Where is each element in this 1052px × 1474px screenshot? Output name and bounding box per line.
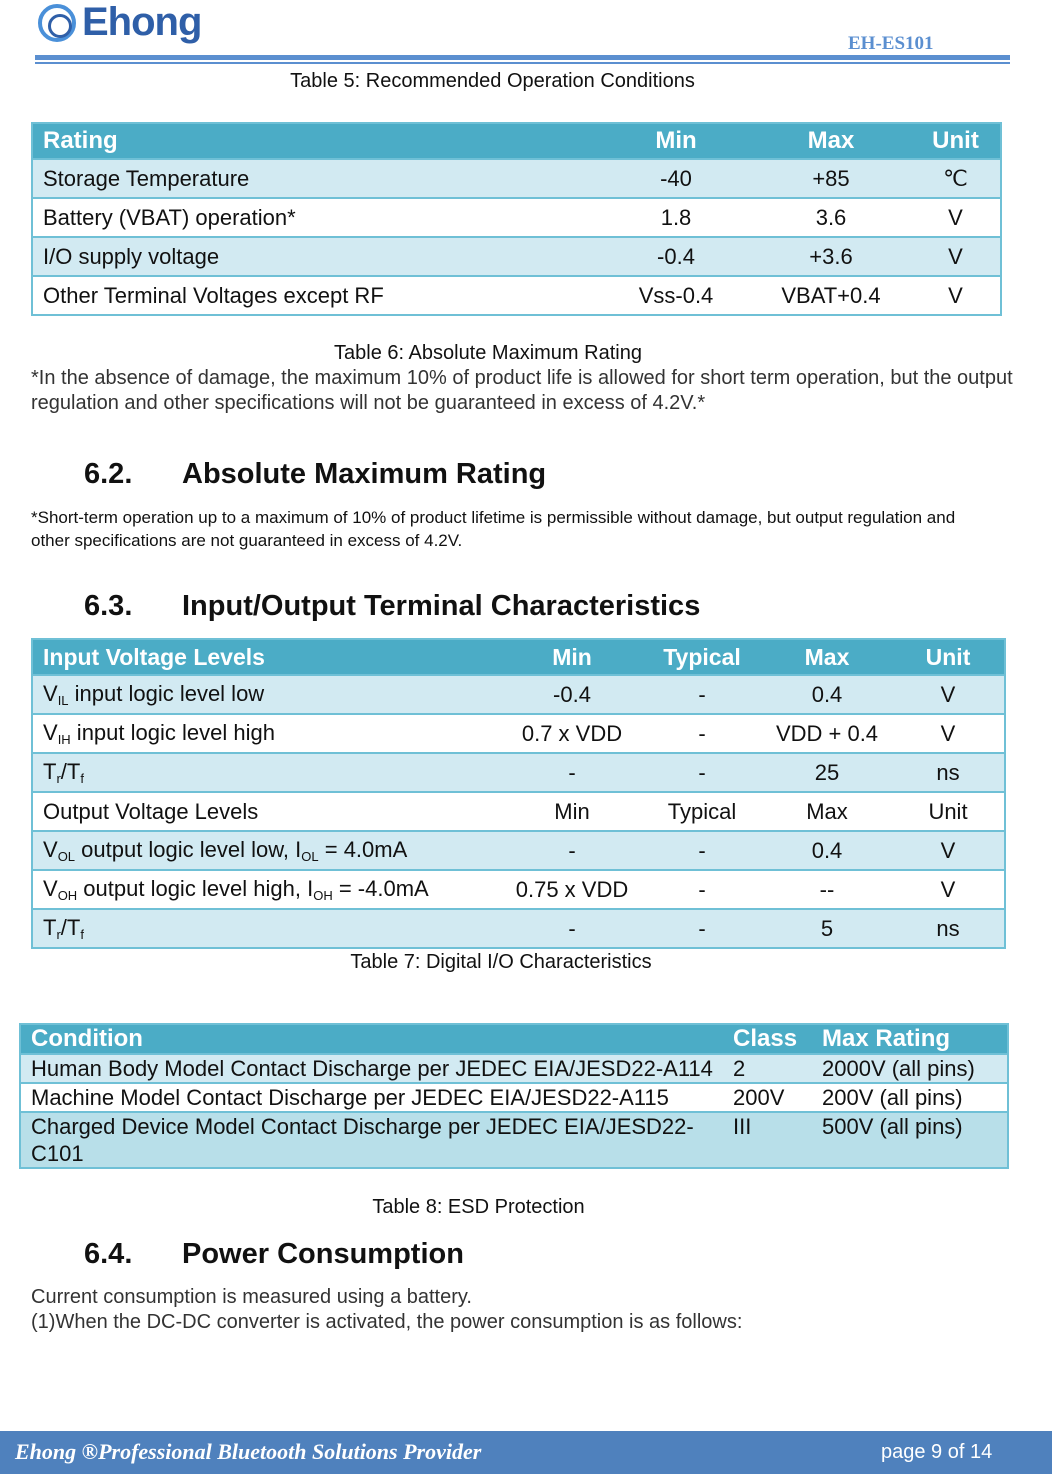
col-header: Input Voltage Levels	[32, 639, 502, 675]
table-row	[32, 792, 1005, 831]
subscript: OL	[301, 849, 319, 864]
label-text: /T	[60, 915, 81, 940]
table-cell: V	[911, 198, 1001, 237]
label-text: input logic level low	[68, 681, 265, 706]
subscript: r	[56, 771, 61, 786]
table-cell: V	[892, 714, 1005, 753]
col-header: Rating	[32, 123, 601, 159]
document-id: EH-ES101	[848, 33, 934, 54]
table-cell: -0.4	[601, 237, 751, 276]
table-cell: -	[642, 753, 762, 792]
table7-caption: Table 7: Digital I/O Characteristics	[350, 951, 652, 973]
subscript: r	[56, 927, 61, 942]
subscript: f	[80, 927, 84, 942]
table-cell: Machine Model Contact Discharge per JEDEC EIA/JESD22-A115	[20, 1083, 723, 1112]
table-row	[32, 753, 1005, 792]
label-text: T	[43, 759, 57, 784]
label-text: output logic level low, I	[75, 837, 302, 862]
table-cell: Unit	[892, 792, 1005, 831]
row-label	[32, 909, 502, 948]
table-row	[32, 276, 1001, 315]
label-text: V	[43, 681, 58, 706]
page-footer	[0, 1431, 1052, 1474]
section-number: 6.3.	[84, 590, 133, 622]
table-cell: +85	[751, 159, 911, 198]
section64-line2: (1)When the DC-DC converter is activated, the power consumption is as follows:	[31, 1311, 743, 1333]
table-cell: I/O supply voltage	[32, 237, 601, 276]
table-row	[32, 675, 1005, 714]
table-cell: -	[642, 831, 762, 870]
col-header: Min	[502, 639, 642, 675]
section-title: Input/Output Terminal Characteristics	[182, 590, 701, 622]
header-rule-thin	[35, 62, 1010, 64]
table-cell: Vss-0.4	[601, 276, 751, 315]
table-row	[20, 1054, 1008, 1083]
subscript: IL	[57, 693, 69, 708]
table-cell: 5	[762, 909, 892, 948]
table-cell: 2	[723, 1054, 812, 1083]
table-row	[32, 198, 1001, 237]
table8-caption: Table 8: ESD Protection	[372, 1196, 585, 1218]
section64-line1: Current consumption is measured using a battery.	[31, 1286, 472, 1308]
label-text: output logic level high, I	[77, 876, 314, 901]
table-cell: ns	[892, 909, 1005, 948]
table-cell: 0.75 x VDD	[502, 870, 642, 909]
company-logo	[38, 0, 201, 45]
table8-esd-protection	[19, 1023, 1009, 1169]
col-header: Typical	[642, 639, 762, 675]
col-header: Unit	[911, 123, 1001, 159]
header-rule	[35, 55, 1010, 60]
col-header: Max	[762, 639, 892, 675]
table-cell: 0.7 x VDD	[502, 714, 642, 753]
subscript: OH	[57, 888, 78, 903]
table-cell: Max	[762, 792, 892, 831]
subscript: IH	[57, 732, 71, 747]
col-header: Class	[723, 1024, 812, 1054]
table7-digital-io	[31, 638, 1006, 949]
table-cell: 500V (all pins)	[812, 1112, 1008, 1168]
col-header: Unit	[892, 639, 1005, 675]
table-cell: -	[642, 909, 762, 948]
label-text: = 4.0mA	[318, 837, 408, 862]
label-text: = -4.0mA	[332, 876, 429, 901]
table-cell: ns	[892, 753, 1005, 792]
col-header: Max Rating	[812, 1024, 1008, 1054]
label-text: V	[43, 837, 58, 862]
table6-caption: Table 6: Absolute Maximum Rating	[334, 342, 642, 364]
table-row	[20, 1112, 1008, 1168]
section62-note: *Short-term operation up to a maximum of 10% of product lifetime is permissible without damage, but output regulation and other specifications are not guaranteed in excess of 4.2V.	[31, 508, 956, 550]
row-label	[32, 675, 502, 714]
table-cell: 0.4	[762, 831, 892, 870]
label-text: T	[43, 915, 57, 940]
table-cell: 3.6	[751, 198, 911, 237]
label-text: V	[43, 876, 58, 901]
subscript: f	[80, 771, 84, 786]
col-header: Condition	[20, 1024, 723, 1054]
table-cell: Typical	[642, 792, 762, 831]
table-cell: -	[502, 831, 642, 870]
label-text: Output Voltage Levels	[43, 798, 259, 824]
section-number: 6.2.	[84, 458, 133, 490]
section-title: Power Consumption	[182, 1238, 464, 1270]
table-cell: --	[762, 870, 892, 909]
row-label	[32, 792, 502, 831]
table-cell: ℃	[911, 159, 1001, 198]
table-cell: V	[892, 831, 1005, 870]
table-cell: V	[892, 870, 1005, 909]
table-cell: Min	[502, 792, 642, 831]
table-cell: Charged Device Model Contact Discharge per JEDEC EIA/JESD22-C101	[20, 1112, 723, 1168]
col-header: Min	[601, 123, 751, 159]
table6-note: *In the absence of damage, the maximum 10% of product life is allowed for short term operation, but the output regulation and other specifications will not be guaranteed in excess of 4.2V.*	[31, 367, 1013, 414]
table-row	[32, 159, 1001, 198]
table-cell: +3.6	[751, 237, 911, 276]
subscript: OH	[313, 888, 333, 903]
table-cell: Storage Temperature	[32, 159, 601, 198]
subscript: OL	[57, 849, 76, 864]
table-cell: -	[642, 870, 762, 909]
table-cell: V	[911, 276, 1001, 315]
label-text: input logic level high	[70, 720, 275, 745]
section-number: 6.4.	[84, 1238, 133, 1270]
col-header: Max	[751, 123, 911, 159]
row-label	[32, 870, 502, 909]
table-cell: 1.8	[601, 198, 751, 237]
section-title: Absolute Maximum Rating	[182, 458, 547, 490]
row-label	[32, 753, 502, 792]
page-number: page 9 of 14	[881, 1441, 993, 1463]
table-cell: 0.4	[762, 675, 892, 714]
table-cell: V	[911, 237, 1001, 276]
footer-tagline: Ehong ®Professional Bluetooth Solutions Provider	[15, 1439, 482, 1464]
table-cell: 200V (all pins)	[812, 1083, 1008, 1112]
table-cell: 200V	[723, 1083, 812, 1112]
table-cell: -	[502, 909, 642, 948]
table5-recommended-conditions	[31, 122, 1002, 316]
table-row	[32, 831, 1005, 870]
table-cell: -	[502, 753, 642, 792]
label-text: /T	[60, 759, 81, 784]
table-cell: III	[723, 1112, 812, 1168]
table-row	[32, 870, 1005, 909]
logo-text: Ehong	[82, 0, 202, 44]
table-row	[32, 714, 1005, 753]
row-label	[32, 831, 502, 870]
table-cell: Battery (VBAT) operation*	[32, 198, 601, 237]
table-cell: V	[892, 675, 1005, 714]
table-cell: 25	[762, 753, 892, 792]
table-cell: VBAT+0.4	[751, 276, 911, 315]
table-cell: -40	[601, 159, 751, 198]
logo-icon	[38, 4, 76, 42]
table-cell: -	[642, 675, 762, 714]
table-cell: Other Terminal Voltages except RF	[32, 276, 601, 315]
table-row	[32, 237, 1001, 276]
label-text: V	[43, 720, 58, 745]
table-cell: -0.4	[502, 675, 642, 714]
row-label	[32, 714, 502, 753]
table-cell: Human Body Model Contact Discharge per JEDEC EIA/JESD22-A114	[20, 1054, 723, 1083]
table-cell: -	[642, 714, 762, 753]
table-row	[20, 1083, 1008, 1112]
table-cell: VDD + 0.4	[762, 714, 892, 753]
table-row	[32, 909, 1005, 948]
table-cell: 2000V (all pins)	[812, 1054, 1008, 1083]
table5-caption: Table 5: Recommended Operation Conditions	[290, 70, 695, 92]
